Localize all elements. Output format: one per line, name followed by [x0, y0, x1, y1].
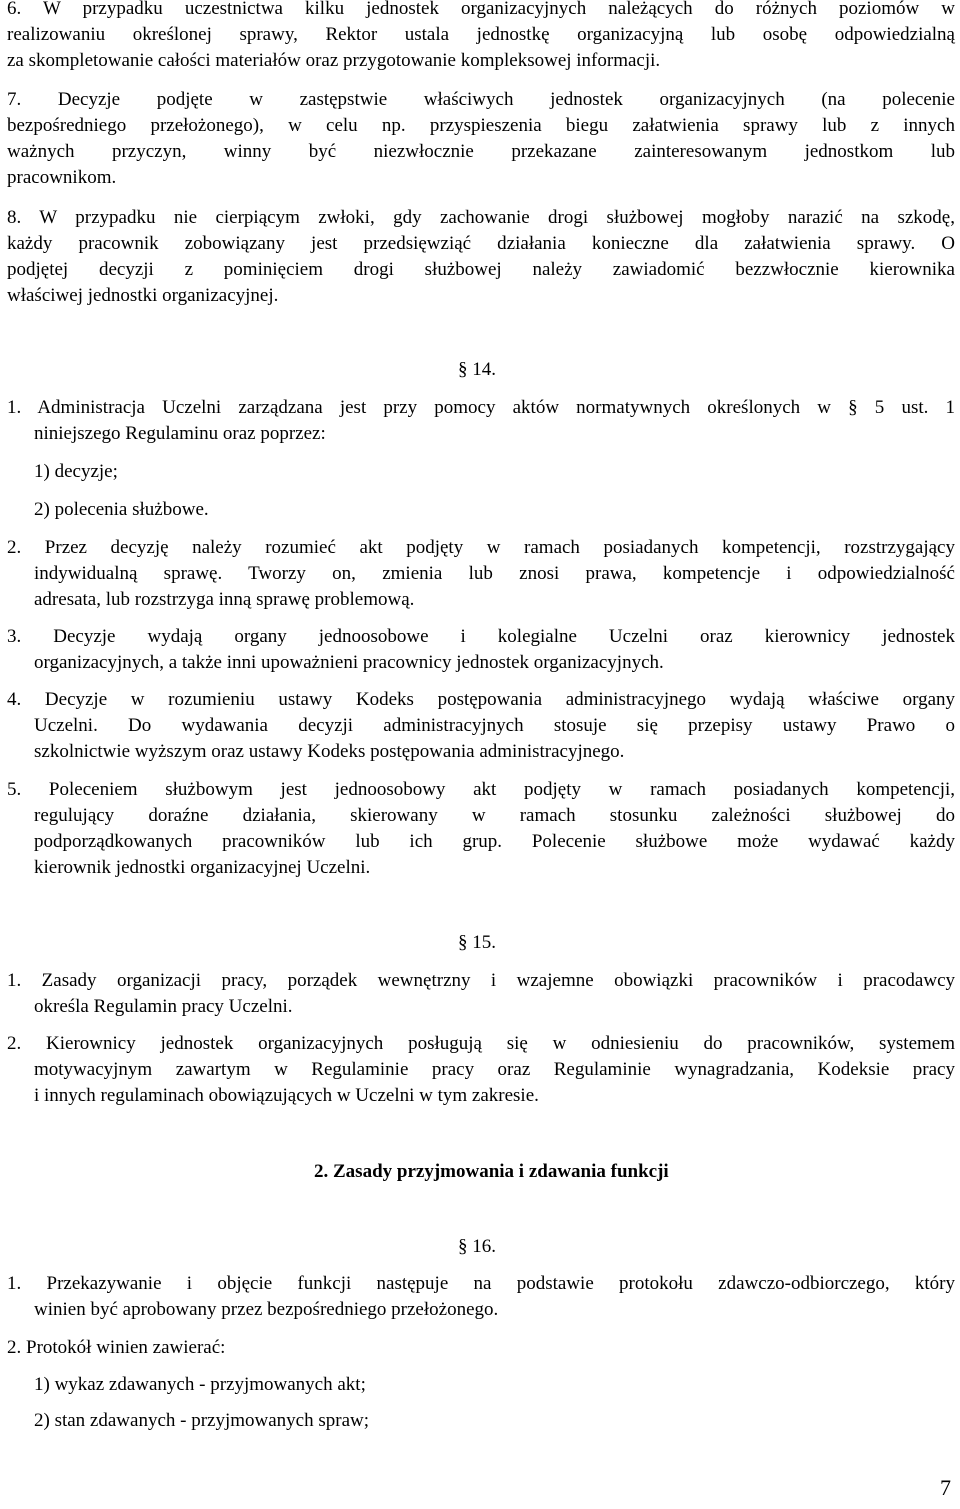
s15-paragraph-2-line-1: 2. Kierownicy jednostek organizacyjnych posługują się w odniesieniu do pracowników, systemem [7, 1033, 955, 1054]
s16-paragraph-1-line-2: winien być aprobowany przez bezpośredniego przełożonego. [34, 1299, 499, 1320]
paragraph-8-line-1: 8. W przypadku nie cierpiącym zwłoki, gdy zachowanie drogi służbowej mogłoby narazić na szkodę, [7, 207, 955, 228]
s14-paragraph-5-line-2: regulujący doraźne działania, skierowany w ramach stosunku zależności służbowej do [34, 805, 955, 826]
s14-paragraph-1-line-2: niniejszego Regulaminu oraz poprzez: [34, 423, 326, 444]
s14-list-item-2: 2) polecenia służbowe. [34, 499, 209, 520]
s15-paragraph-2-line-2: motywacyjnym zawartym w Regulaminie pracy oraz Regulaminie wynagradzania, Kodeksie pracy [34, 1059, 955, 1080]
paragraph-7-line-3: ważnych przyczyn, winny być niezwłocznie przekazane zainteresowanym jednostkom lub [7, 141, 955, 162]
paragraph-8-line-4: właściwej jednostki organizacyjnej. [7, 285, 279, 306]
paragraph-7-line-4: pracownikom. [7, 167, 117, 188]
s15-paragraph-1-line-2: określa Regulamin pracy Uczelni. [34, 996, 293, 1017]
s14-list-item-1: 1) decyzje; [34, 461, 118, 482]
s16-list-item-2: 2) stan zdawanych - przyjmowanych spraw; [34, 1410, 370, 1431]
s15-paragraph-2-line-3: i innych regulaminach obowiązujących w Uczelni w tym zakresie. [34, 1085, 539, 1106]
s16-list-item-1: 1) wykaz zdawanych - przyjmowanych akt; [34, 1374, 366, 1395]
s14-paragraph-1-line-1: 1. Administracja Uczelni zarządzana jest przy pomocy aktów normatywnych określonych w § 5 ust. 1 [7, 397, 955, 418]
page-number: 7 [940, 1475, 951, 1500]
section-14-heading: § 14. [458, 359, 496, 380]
paragraph-7-line-2: bezpośredniego przełożonego), w celu np. przyspieszenia biegu załatwienia sprawy lub z innych [7, 115, 955, 136]
paragraph-8-line-3: podjętej decyzji z pominięciem drogi służbowej należy zawiadomić bezzwłocznie kierownika [7, 259, 955, 280]
s14-paragraph-4-line-3: szkolnictwie wyższym oraz ustawy Kodeks postępowania administracyjnego. [34, 741, 625, 762]
s14-paragraph-2-line-3: adresata, lub rozstrzyga inną sprawę problemową. [34, 589, 415, 610]
paragraph-6-line-2: realizowaniu określonej sprawy, Rektor ustala jednostkę organizacyjną lub osobę odpowiedzialną [7, 24, 955, 45]
s14-paragraph-2-line-1: 2. Przez decyzję należy rozumieć akt podjęty w ramach posiadanych kompetencji, rozstrzygający [7, 537, 955, 558]
s14-paragraph-5-line-1: 5. Poleceniem służbowym jest jednoosobowy akt podjęty w ramach posiadanych kompetencji, [7, 779, 955, 800]
s16-paragraph-2-line-1: 2. Protokół winien zawierać: [7, 1337, 226, 1358]
s14-paragraph-3-line-1: 3. Decyzje wydają organy jednoosobowe i kolegialne Uczelni oraz kierownicy jednostek [7, 626, 955, 647]
s14-paragraph-3-line-2: organizacyjnych, a także inni upoważnieni pracownicy jednostek organizacyjnych. [34, 652, 664, 673]
s14-paragraph-2-line-2: indywidualną sprawę. Tworzy on, zmienia lub znosi prawa, kompetencje i odpowiedzialność [34, 563, 955, 584]
paragraph-6-line-3: za skompletowanie całości materiałów oraz przygotowanie kompleksowej informacji. [7, 50, 661, 71]
s14-paragraph-4-line-1: 4. Decyzje w rozumieniu ustawy Kodeks postępowania administracyjnego wydają właściwe organy [7, 689, 955, 710]
s16-paragraph-1-line-1: 1. Przekazywanie i objęcie funkcji następuje na podstawie protokołu zdawczo-odbiorczego, który [7, 1273, 955, 1294]
s15-paragraph-1-line-1: 1. Zasady organizacji pracy, porządek wewnętrzny i wzajemne obowiązki pracowników i pracodawcy [7, 970, 955, 991]
section-15-heading: § 15. [458, 932, 496, 953]
s14-paragraph-4-line-2: Uczelni. Do wydawania decyzji administracyjnych stosuje się przepisy ustawy Prawo o [34, 715, 955, 736]
s14-paragraph-5-line-4: kierownik jednostki organizacyjnej Uczelni. [34, 857, 371, 878]
section-16-heading: § 16. [458, 1236, 496, 1257]
paragraph-7-line-1: 7. Decyzje podjęte w zastępstwie właściwych jednostek organizacyjnych (na polecenie [7, 89, 955, 110]
paragraph-8-line-2: każdy pracownik zobowiązany jest przedsięwziąć działania konieczne dla załatwienia sprawy. O [7, 233, 955, 254]
s14-paragraph-5-line-3: podporządkowanych pracowników lub ich grup. Polecenie służbowe może wydawać każdy [34, 831, 955, 852]
paragraph-6-line-1: 6. W przypadku uczestnictwa kilku jednostek organizacyjnych należących do różnych poziomów w [7, 0, 955, 19]
chapter-heading: 2. Zasady przyjmowania i zdawania funkcji [314, 1161, 669, 1182]
